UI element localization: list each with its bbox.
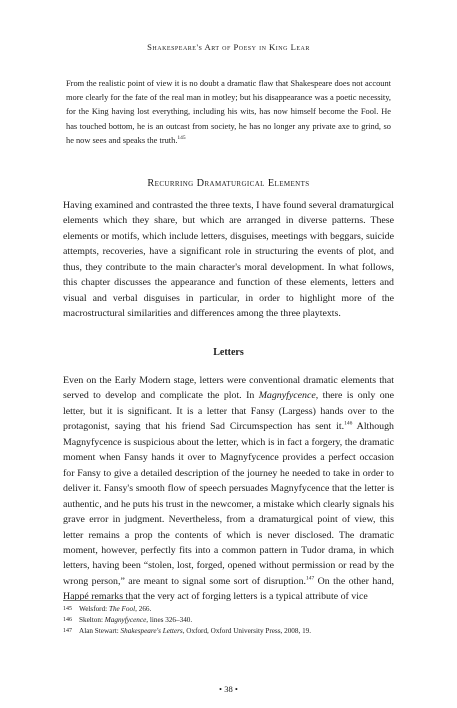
- footnote-item: [63, 615, 394, 626]
- work-title-magnyfycence: Magnyfycence: [258, 390, 316, 402]
- footnote-author: Welsford:: [79, 605, 109, 613]
- footnote-detail: , 266.: [135, 605, 152, 613]
- para2-text-4: On the other hand, Happé remarks that the very act of forging letters is a typical attribute of vice: [63, 575, 394, 603]
- block-quote: [66, 77, 391, 148]
- para2-text-3: Although Magnyfycence is suspicious about the letter, which is in fact a forgery, the dramatic moment when Fansy hands it over to Magnyfycence provides a perfect occasion for Fansy to give a detailed description of the journey he needed to take in order to deliver it. Fansy's smooth flow of speech persuades Magnyfycence that the letter is authentic, and he puts his trust in the newcomer, a mistake which clearly signals his grave error in judgment. Nevertheless, from a dramaturgical point of view, this letter remains a prop the contents of which is never disclosed. The dramatic moment, however, perfectly fits into a common pattern in Tudor drama, in which letters, having been “stolen, lost, forged, opened without permission or read by the wrong person,” are meant to signal some sort of disruption.: [63, 421, 394, 587]
- footnote-title: Shakespeare's Letters: [120, 626, 183, 635]
- footnote-ref-146[interactable]: 146: [344, 421, 353, 428]
- footnote-ref-145[interactable]: 145: [177, 135, 186, 142]
- section-heading: Recurring Dramaturgical Elements: [147, 178, 310, 189]
- running-head: Shakespeare's Art of Poesy in King Lear: [147, 42, 310, 52]
- subheading-letters: Letters: [213, 347, 244, 358]
- footnote-author: Skelton:: [79, 615, 105, 624]
- footnote-detail: , Oxford, Oxford University Press, 2008, 19.: [182, 626, 312, 635]
- footnote-ref-147[interactable]: 147: [306, 575, 315, 582]
- footnote-number: 146: [63, 616, 72, 623]
- paragraph-2: [63, 373, 394, 605]
- footnote-item: [63, 626, 394, 637]
- footnote-divider: [63, 600, 133, 601]
- footnote-number: 147: [63, 627, 72, 634]
- footnote-author: Alan Stewart:: [79, 626, 121, 635]
- footnote-detail: , lines 326–340.: [146, 615, 193, 624]
- quote-text: From the realistic point of view it is no doubt a dramatic flaw that Shakespeare does not account more clearly for the fate of the real man in motley; but his disappearance was a poetic necessity, for the King having lost everything, including his wits, has now himself become the Fool. He has touched bottom, he is an outcast from society, he has no longer any private axe to grind, so he now sees and speaks the truth.: [66, 79, 391, 145]
- para2-text-1: Even on the Early Modern stage, letters were conventional dramatic elements that served to develop and complicate the plot. In: [63, 375, 394, 402]
- paragraph-1: Having examined and contrasted the three texts, I have found several dramaturgical elements which they share, but which are arranged in diverse patterns. These elements or motifs, which include letters, disguises, meetings with beggars, suicide attempts, recoveries, have a significant role in structuring the events of plot, and thus, they contribute to the main character's moral development. In what follows, this chapter discusses the appearance and function of these elements, letters and visual and verbal disguises in particular, in order to highlight more of the macrostructural similarities and differences among the three playtexts.: [63, 200, 394, 320]
- footnote-number: 145: [63, 606, 72, 612]
- footnote-title: The Fool: [108, 605, 136, 613]
- para2-text-2: , there is only one letter, but it is significant. It is a letter that Fansy (Largess) hands over to the protagonist, saying that his friend Sad Circumspection has sent it.: [63, 390, 394, 433]
- footnote-item: [63, 604, 394, 615]
- footnote-title: Magnyfycence: [104, 615, 147, 624]
- page-number: • 38 •: [219, 684, 238, 694]
- footnotes: [63, 604, 394, 636]
